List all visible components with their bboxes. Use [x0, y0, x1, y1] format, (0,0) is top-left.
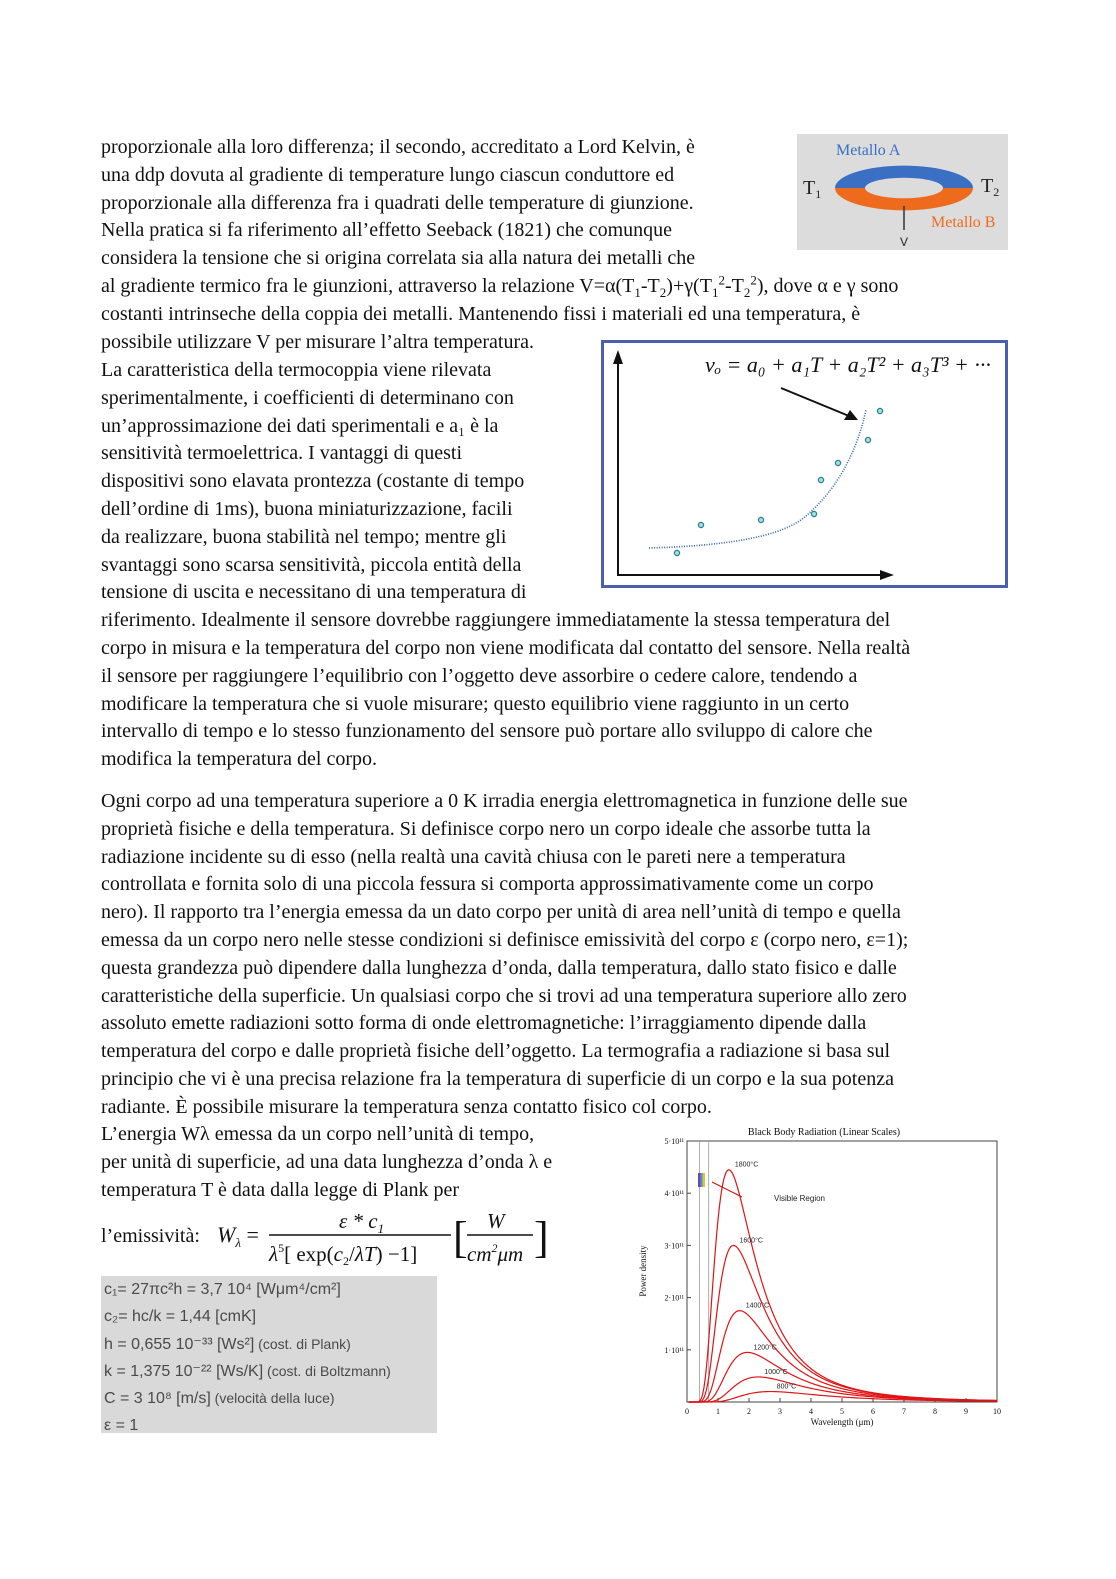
- text-line: intervallo di tempo e lo stesso funzionamento del sensore può portare allo sviluppo di calore che: [101, 720, 873, 743]
- text-line: caratteristiche della superficie. Un qualsiasi corpo che si trovi ad una temperatura superiore allo zero: [101, 984, 907, 1007]
- series-label: 1800°C: [734, 1161, 759, 1169]
- text-line: radiazione incidente su di esso (nella realtà una cavità chiusa con le pareti nere a temperatura: [101, 845, 846, 868]
- constant-row: c₂= hc/k = 1,44 [cmK]: [104, 1308, 257, 1326]
- constant-row: C = 3 10⁸ [m/s] (velocità della luce): [104, 1390, 335, 1408]
- text-line: dispositivi sono elavata prontezza (costante di tempo: [101, 470, 525, 493]
- data-point: [758, 517, 763, 522]
- visible-region-label: Visible Region: [774, 1194, 825, 1203]
- text-line: costanti intrinseche della coppia dei metalli. Mantenendo fissi i materiali ed una temperatura, è: [101, 302, 861, 325]
- formula-numerator: ε * $c_1$: [339, 1209, 385, 1236]
- text-line: considera la tensione che si origina correlata sia alla natura dei metalli che: [101, 247, 696, 270]
- chart-title: Black Body Radiation (Linear Scales): [747, 1127, 901, 1138]
- text-line: principio che vi è una precisa relazione fra la temperatura di superficie di un corpo e la sua potenza: [101, 1067, 894, 1090]
- text-line: proprietà fisiche e della temperatura. Si definisce corpo nero un corpo ideale che assorbe tutta la: [101, 817, 871, 840]
- x-tick-label: 3: [778, 1407, 782, 1416]
- constants-box: [101, 1276, 437, 1433]
- data-point: [865, 437, 870, 442]
- x-tick-label: 5: [840, 1407, 844, 1416]
- text-line: radiante. È possibile misurare la temperatura senza contatto fisico col corpo.: [101, 1095, 712, 1118]
- text-line: assoluto emette radiazioni sotto forma di onde elettromagnetiche: l’irraggiamento dipende dalla: [101, 1012, 867, 1035]
- y-axis-label: Power density: [638, 1245, 648, 1297]
- relation-line: al gradiente termico fra le giunzioni, attraverso la relazione $V=\alpha(T_1-T_2)+\gamma(T_1^2-T_2^2)$, dove α e γ sono: [101, 272, 899, 300]
- figure-border: [603, 342, 1007, 587]
- paragraph-seebeck: [101, 134, 898, 356]
- t1-label: $T_1$: [803, 177, 822, 201]
- text-line: tensione di uscita e necessitano di una temperatura di: [101, 581, 527, 604]
- planck-formula: [101, 1204, 561, 1276]
- figure-background: [797, 134, 1008, 250]
- bracket-right: ]: [534, 1213, 549, 1262]
- data-point: [674, 550, 679, 555]
- text-line: emessa da un corpo nero nelle stesse condizioni si definisce emissività del corpo ε (corpo nero, ε=1);: [101, 928, 909, 951]
- text-line: possibile utilizzare V per misurare l’altra temperatura.: [101, 330, 534, 353]
- series-label: 800°C: [776, 1383, 797, 1391]
- unit-denominator: $cm^2\mu m$: [467, 1241, 524, 1266]
- data-point: [877, 408, 882, 413]
- x-tick-label: 4: [809, 1407, 813, 1416]
- unit-numerator: W: [487, 1209, 505, 1233]
- x-axis-label: Wavelength (μm): [810, 1417, 874, 1427]
- visible-violet: [698, 1173, 700, 1187]
- curve-800c: [689, 1392, 997, 1402]
- constant-row: h = 0,655 10⁻³³ [Ws²] (cost. di Plank): [104, 1335, 351, 1353]
- metal-a-label: Metallo A: [836, 142, 901, 159]
- bracket-left: [: [453, 1213, 468, 1262]
- series-label: 1200°C: [753, 1344, 777, 1352]
- calibration-figure: [601, 340, 1008, 588]
- curve-1800c: [689, 1170, 997, 1402]
- constant-row: c₁= 27πc²h = 3,7 10⁴ [Wμm⁴/cm²]: [104, 1281, 341, 1298]
- v-label: V: [900, 235, 909, 249]
- data-point: [835, 460, 840, 465]
- paragraph-blackbody: [101, 788, 908, 1122]
- text-line: il sensore per raggiungere l’equilibrio con l’oggetto deve assorbire o cedere calore, tendendo a: [101, 664, 858, 687]
- text-line: riferimento. Idealmente il sensore dovrebbe raggiungere immediatamente la stessa temperatura del: [101, 609, 891, 632]
- text-line: corpo in misura e la temperatura del corpo non viene modificata dal contatto del sensore. Nella realtà: [101, 636, 911, 659]
- visible-yellow: [703, 1173, 705, 1187]
- text-line: L’energia Wλ emessa da un corpo nell’unità di tempo,: [101, 1123, 535, 1145]
- text-line: sperimentalmente, i coefficienti di determinano con: [101, 386, 514, 409]
- x-tick-label: 7: [902, 1407, 906, 1416]
- text-line: sensitività termoelettrica. I vantaggi di questi: [101, 442, 463, 465]
- text-line: modificare la temperatura che si vuole misurare; questo equilibrio viene raggiunto in un certo: [101, 692, 850, 715]
- constant-row: k = 1,375 10⁻²² [Ws/K] (cost. di Boltzmann): [104, 1362, 391, 1380]
- text-line: questa grandezza può dipendere dalla lunghezza d’onda, dalla temperatura, dallo stato fisico e dalle: [101, 956, 897, 979]
- text-line: proporzionale alla loro differenza; il secondo, accreditato a Lord Kelvin, è: [101, 136, 695, 158]
- constant-row: ε = 1: [104, 1417, 139, 1435]
- series-label: 1600°C: [739, 1237, 763, 1245]
- text-line: proporzionale alla differenza fra i quadrati delle temperature di giunzione.: [101, 191, 694, 214]
- plot-frame: [687, 1141, 997, 1402]
- text-line: La caratteristica della termocoppia viene rilevata: [101, 359, 492, 381]
- text-line: modifica la temperatura del corpo.: [101, 748, 377, 771]
- y-tick-label: 4·10¹¹: [664, 1189, 684, 1199]
- formula-label: l’emissività:: [101, 1225, 200, 1247]
- curve-1600c: [689, 1245, 997, 1402]
- x-tick-label: 1: [716, 1407, 720, 1416]
- blackbody-chart: [634, 1119, 1008, 1431]
- text-line: temperatura del corpo e dalle proprietà fisiche dell’oggetto. La termografia a radiazione si basa sul: [101, 1040, 891, 1063]
- formula-lhs: $W_\lambda$ =: [217, 1222, 259, 1250]
- text-line: dell’ordine di 1ms), buona miniaturizzazione, facili: [101, 497, 513, 520]
- series-label: 1000°C: [764, 1368, 788, 1376]
- formula-denominator: $\lambda^5$[ exp(c2/λT) −1]: [269, 1241, 418, 1268]
- data-point: [698, 522, 703, 527]
- text-line: per unità di superficie, ad una data lunghezza d’onda λ e: [101, 1150, 553, 1173]
- calibration-equation: vₒ = a₀ + a₁T + a₂T² + a₃T³ + ···: [705, 352, 991, 377]
- thermocouple-figure: [797, 134, 1008, 250]
- text-line: un’approssimazione dei dati sperimentali e a₁ è la: [101, 414, 499, 437]
- data-point: [811, 511, 816, 516]
- text-line: Ogni corpo ad una temperatura superiore a 0 K irradia energia elettromagnetica in funzione delle sue: [101, 790, 908, 812]
- y-tick-label: 1·10¹¹: [664, 1345, 684, 1355]
- curves: [689, 1161, 997, 1402]
- x-tick-label: 0: [685, 1407, 689, 1416]
- metal-b-label: Metallo B: [931, 214, 996, 231]
- paragraph-plank: [101, 1121, 552, 1204]
- text-line: Nella pratica si fa riferimento all’effetto Seeback (1821) che comunque: [101, 219, 673, 242]
- text-line: controllata e fornita solo di una piccola fessura si comporta approssimativamente come un corpo: [101, 873, 874, 896]
- text-line: da realizzare, buona stabilità nel tempo; mentre gli: [101, 525, 507, 548]
- curve-1200c: [689, 1352, 997, 1402]
- text-line: svantaggi sono scarsa sensitività, piccola entità della: [101, 553, 522, 576]
- y-tick-label: 2·10¹¹: [664, 1293, 684, 1303]
- x-tick-label: 8: [933, 1407, 937, 1416]
- text-line: temperatura T è data dalla legge di Plank per: [101, 1178, 460, 1201]
- x-tick-label: 6: [871, 1407, 875, 1416]
- text-line: nero). Il rapporto tra l’energia emessa da un dato corpo per unità di area nell’unità di tempo e quella: [101, 901, 901, 924]
- data-point: [818, 477, 823, 482]
- text-line: una ddp dovuta al gradiente di temperature lungo ciascun conduttore ed: [101, 163, 675, 186]
- t2-label: $T_2$: [981, 175, 1000, 199]
- x-tick-label: 2: [747, 1407, 751, 1416]
- x-ticks: [685, 1141, 1001, 1416]
- x-tick-label: 9: [964, 1407, 968, 1416]
- y-tick-label: 5·10¹¹: [664, 1137, 684, 1146]
- curve-1400c: [689, 1311, 997, 1402]
- series-label: 1400°C: [745, 1302, 770, 1310]
- y-tick-label: 3·10¹¹: [664, 1241, 684, 1251]
- x-tick-label: 10: [993, 1407, 1001, 1416]
